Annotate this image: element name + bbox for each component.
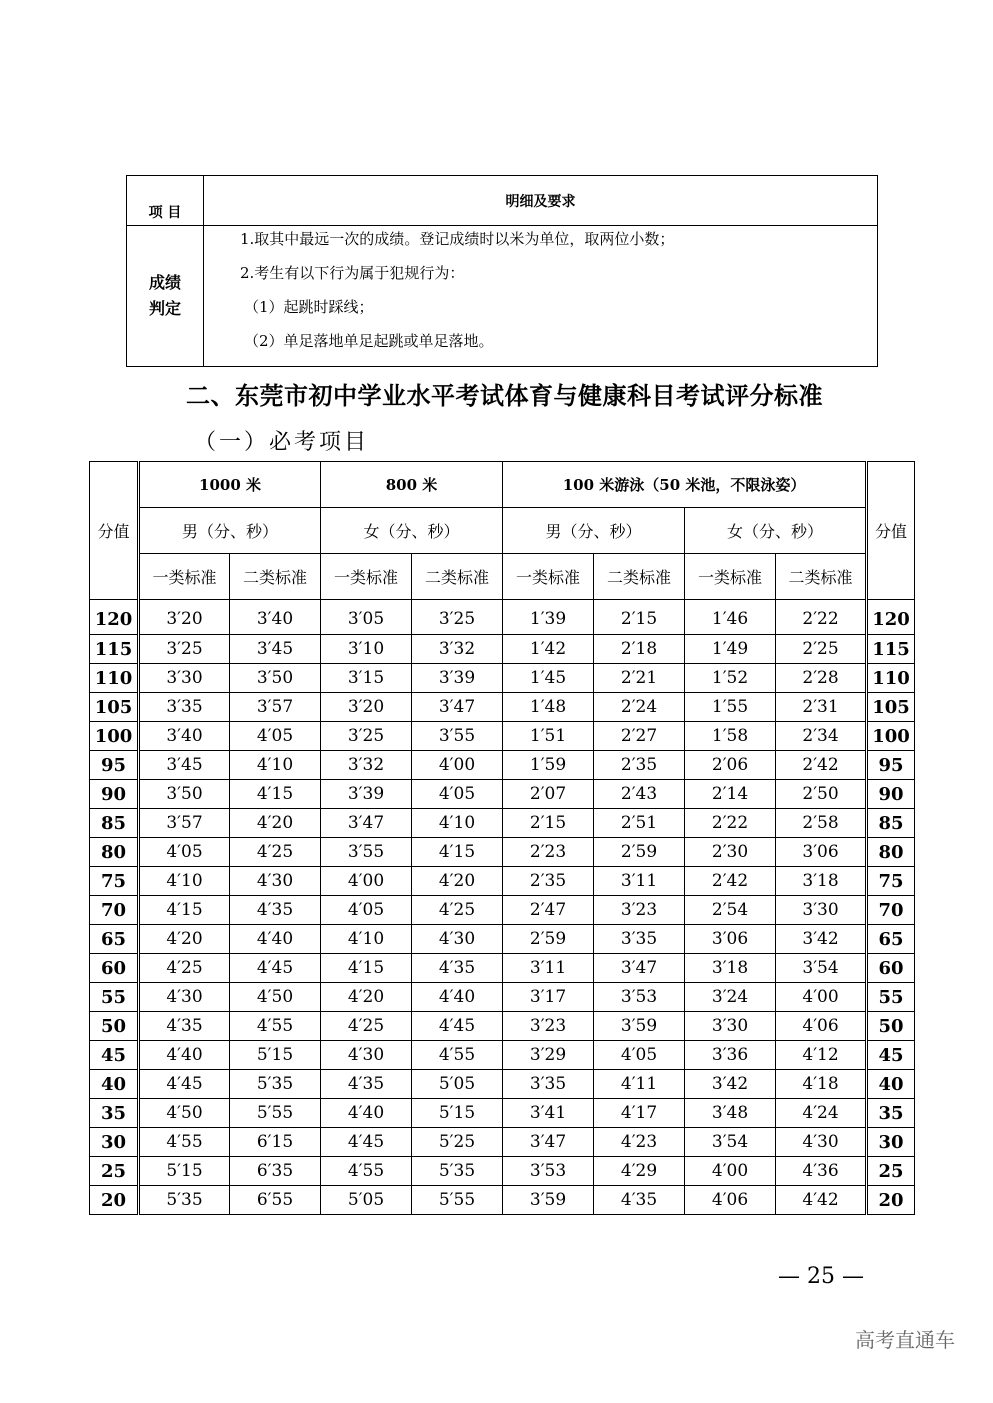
time-cell: 4′45 [412, 1012, 503, 1041]
time-cell: 4′30 [230, 867, 321, 896]
score-cell-left: 55 [90, 983, 139, 1012]
score-cell-left: 40 [90, 1070, 139, 1099]
table-row [90, 693, 915, 722]
time-cell: 2′54 [685, 896, 776, 925]
standard-1: 一类标准 [503, 554, 594, 600]
time-cell: 1′46 [685, 600, 776, 635]
time-cell: 4′20 [139, 925, 230, 954]
time-cell: 4′35 [230, 896, 321, 925]
time-cell: 4′30 [412, 925, 503, 954]
score-cell-right: 45 [867, 1041, 915, 1070]
time-cell: 4′06 [776, 1012, 867, 1041]
score-cell-right: 110 [867, 664, 915, 693]
time-cell: 3′20 [321, 693, 412, 722]
table-row [90, 780, 915, 809]
score-cell-right: 55 [867, 983, 915, 1012]
time-cell: 1′39 [503, 600, 594, 635]
time-cell: 3′50 [230, 664, 321, 693]
group-female-swim: 女（分、秒） [685, 508, 867, 554]
time-cell: 4′40 [230, 925, 321, 954]
section-title: 二、东莞市初中学业水平考试体育与健康科目考试评分标准 [186, 382, 823, 410]
time-cell: 4′23 [594, 1128, 685, 1157]
time-cell: 4′10 [139, 867, 230, 896]
time-cell: 4′06 [685, 1186, 776, 1215]
time-cell: 4′35 [139, 1012, 230, 1041]
time-cell: 2′07 [503, 780, 594, 809]
score-cell-right: 95 [867, 751, 915, 780]
time-cell: 3′24 [685, 983, 776, 1012]
time-cell: 3′25 [412, 600, 503, 635]
row-label-line-2: 判定 [148, 299, 181, 318]
time-cell: 4′15 [139, 896, 230, 925]
table-row [90, 983, 915, 1012]
time-cell: 2′14 [685, 780, 776, 809]
score-cell-right: 100 [867, 722, 915, 751]
time-cell: 2′23 [503, 838, 594, 867]
time-cell: 5′05 [412, 1070, 503, 1099]
time-cell: 3′55 [321, 838, 412, 867]
time-cell: 4′00 [412, 751, 503, 780]
score-cell-left: 110 [90, 664, 139, 693]
time-cell: 4′25 [412, 896, 503, 925]
time-cell: 4′12 [776, 1041, 867, 1070]
time-cell: 4′10 [230, 751, 321, 780]
table-row [90, 925, 915, 954]
table-row [90, 1041, 915, 1070]
time-cell: 3′20 [139, 600, 230, 635]
time-cell: 4′30 [776, 1128, 867, 1157]
time-cell: 2′22 [685, 809, 776, 838]
score-cell-right: 90 [867, 780, 915, 809]
time-cell: 4′29 [594, 1157, 685, 1186]
subsection-title: （一）必考项目 [194, 430, 370, 455]
time-cell: 2′21 [594, 664, 685, 693]
score-cell-right: 25 [867, 1157, 915, 1186]
time-cell: 3′50 [139, 780, 230, 809]
table-row [90, 838, 915, 867]
time-cell: 3′36 [685, 1041, 776, 1070]
time-cell: 2′34 [776, 722, 867, 751]
requirement-line-1: 1.取其中最远一次的成绩。登记成绩时以米为单位，取两位小数； [240, 230, 675, 248]
score-cell-left: 85 [90, 809, 139, 838]
time-cell: 5′35 [412, 1157, 503, 1186]
table-row [90, 867, 915, 896]
table-row [90, 1070, 915, 1099]
time-cell: 2′58 [776, 809, 867, 838]
event-100m-swim: 100 米游泳（50 米池，不限泳姿） [503, 462, 867, 508]
time-cell: 3′59 [503, 1186, 594, 1215]
time-cell: 2′51 [594, 809, 685, 838]
score-cell-right: 120 [867, 600, 915, 635]
time-cell: 5′05 [321, 1186, 412, 1215]
time-cell: 4′30 [321, 1041, 412, 1070]
time-cell: 1′49 [685, 635, 776, 664]
time-cell: 4′05 [412, 780, 503, 809]
score-cell-right: 70 [867, 896, 915, 925]
score-cell-right: 105 [867, 693, 915, 722]
time-cell: 4′15 [412, 838, 503, 867]
time-cell: 3′23 [503, 1012, 594, 1041]
time-cell: 5′35 [230, 1070, 321, 1099]
time-cell: 4′11 [594, 1070, 685, 1099]
time-cell: 2′47 [503, 896, 594, 925]
score-header-left: 分值 [90, 462, 139, 600]
time-cell: 2′22 [776, 600, 867, 635]
time-cell: 4′50 [230, 983, 321, 1012]
score-cell-left: 75 [90, 867, 139, 896]
standard-2: 二类标准 [230, 554, 321, 600]
time-cell: 3′29 [503, 1041, 594, 1070]
group-male-swim: 男（分、秒） [503, 508, 685, 554]
time-cell: 4′17 [594, 1099, 685, 1128]
table-row [90, 896, 915, 925]
requirements-body-row [127, 226, 878, 367]
time-cell: 3′35 [139, 693, 230, 722]
time-cell: 3′48 [685, 1099, 776, 1128]
time-cell: 3′54 [776, 954, 867, 983]
time-cell: 4′50 [139, 1099, 230, 1128]
time-cell: 3′47 [321, 809, 412, 838]
requirement-line-2: 2.考生有以下行为属于犯规行为： [240, 264, 465, 282]
time-cell: 3′39 [412, 664, 503, 693]
time-cell: 4′36 [776, 1157, 867, 1186]
time-cell: 4′20 [412, 867, 503, 896]
time-cell: 3′53 [594, 983, 685, 1012]
time-cell: 5′55 [412, 1186, 503, 1215]
time-cell: 3′18 [776, 867, 867, 896]
requirement-line-4: （2）单足落地单足起跳或单足落地。 [244, 332, 494, 350]
time-cell: 1′51 [503, 722, 594, 751]
score-cell-right: 80 [867, 838, 915, 867]
time-cell: 2′35 [503, 867, 594, 896]
time-cell: 6′55 [230, 1186, 321, 1215]
time-cell: 3′35 [594, 925, 685, 954]
time-cell: 3′47 [594, 954, 685, 983]
event-800m: 800 米 [321, 462, 503, 508]
table-row [90, 635, 915, 664]
score-cell-left: 80 [90, 838, 139, 867]
time-cell: 2′24 [594, 693, 685, 722]
time-cell: 2′42 [776, 751, 867, 780]
header-item: 项 目 [127, 176, 204, 226]
header-row-events [90, 462, 915, 508]
time-cell: 2′31 [776, 693, 867, 722]
time-cell: 4′55 [230, 1012, 321, 1041]
time-cell: 3′59 [594, 1012, 685, 1041]
time-cell: 3′42 [776, 925, 867, 954]
table-row [90, 664, 915, 693]
header-detail: 明细及要求 [204, 176, 878, 226]
time-cell: 6′15 [230, 1128, 321, 1157]
requirements-header-row [127, 176, 878, 226]
time-cell: 3′35 [503, 1070, 594, 1099]
standard-2: 二类标准 [594, 554, 685, 600]
time-cell: 4′42 [776, 1186, 867, 1215]
time-cell: 4′55 [412, 1041, 503, 1070]
time-cell: 4′05 [139, 838, 230, 867]
time-cell: 3′30 [776, 896, 867, 925]
event-1000m: 1000 米 [139, 462, 321, 508]
score-cell-right: 35 [867, 1099, 915, 1128]
time-cell: 4′00 [776, 983, 867, 1012]
row-label-line-1: 成绩 [148, 273, 181, 292]
time-cell: 3′57 [139, 809, 230, 838]
time-cell: 4′40 [321, 1099, 412, 1128]
time-cell: 3′32 [412, 635, 503, 664]
time-cell: 4′35 [321, 1070, 412, 1099]
score-cell-left: 120 [90, 600, 139, 635]
time-cell: 3′40 [230, 600, 321, 635]
time-cell: 2′35 [594, 751, 685, 780]
score-cell-right: 85 [867, 809, 915, 838]
time-cell: 2′59 [594, 838, 685, 867]
time-cell: 2′59 [503, 925, 594, 954]
time-cell: 4′45 [321, 1128, 412, 1157]
time-cell: 2′27 [594, 722, 685, 751]
time-cell: 4′40 [139, 1041, 230, 1070]
time-cell: 1′42 [503, 635, 594, 664]
table-row [90, 1186, 915, 1215]
score-cell-left: 115 [90, 635, 139, 664]
time-cell: 4′00 [321, 867, 412, 896]
time-cell: 3′06 [776, 838, 867, 867]
time-cell: 3′15 [321, 664, 412, 693]
time-cell: 4′15 [230, 780, 321, 809]
time-cell: 4′25 [230, 838, 321, 867]
standard-1: 一类标准 [685, 554, 776, 600]
table-row [90, 809, 915, 838]
time-cell: 2′42 [685, 867, 776, 896]
time-cell: 4′55 [139, 1128, 230, 1157]
time-cell: 2′43 [594, 780, 685, 809]
time-cell: 3′05 [321, 600, 412, 635]
time-cell: 4′25 [139, 954, 230, 983]
time-cell: 4′05 [594, 1041, 685, 1070]
time-cell: 4′10 [412, 809, 503, 838]
time-cell: 3′47 [412, 693, 503, 722]
score-cell-right: 20 [867, 1186, 915, 1215]
table-row [90, 1157, 915, 1186]
score-cell-right: 115 [867, 635, 915, 664]
requirement-line-3: （1）起跳时踩线； [244, 298, 374, 316]
time-cell: 3′18 [685, 954, 776, 983]
time-cell: 3′23 [594, 896, 685, 925]
table-row [90, 1012, 915, 1041]
time-cell: 3′54 [685, 1128, 776, 1157]
time-cell: 4′20 [230, 809, 321, 838]
table-row [90, 722, 915, 751]
standard-1: 一类标准 [139, 554, 230, 600]
time-cell: 4′35 [594, 1186, 685, 1215]
time-cell: 4′00 [685, 1157, 776, 1186]
time-cell: 1′52 [685, 664, 776, 693]
time-cell: 4′05 [230, 722, 321, 751]
time-cell: 4′15 [321, 954, 412, 983]
table-row [90, 600, 915, 635]
page-number: — 25 — [778, 1264, 864, 1289]
time-cell: 2′28 [776, 664, 867, 693]
score-cell-left: 105 [90, 693, 139, 722]
score-table [89, 461, 915, 1215]
requirement-details [204, 226, 878, 367]
time-cell: 2′15 [594, 600, 685, 635]
time-cell: 3′42 [685, 1070, 776, 1099]
score-cell-left: 90 [90, 780, 139, 809]
requirements-table [126, 175, 878, 367]
time-cell: 3′39 [321, 780, 412, 809]
score-cell-right: 50 [867, 1012, 915, 1041]
time-cell: 2′50 [776, 780, 867, 809]
score-cell-right: 60 [867, 954, 915, 983]
time-cell: 5′55 [230, 1099, 321, 1128]
time-cell: 3′11 [594, 867, 685, 896]
time-cell: 5′15 [230, 1041, 321, 1070]
time-cell: 5′35 [139, 1186, 230, 1215]
table-row [90, 954, 915, 983]
time-cell: 4′55 [321, 1157, 412, 1186]
score-cell-right: 65 [867, 925, 915, 954]
time-cell: 3′17 [503, 983, 594, 1012]
time-cell: 4′35 [412, 954, 503, 983]
time-cell: 3′57 [230, 693, 321, 722]
time-cell: 4′45 [139, 1070, 230, 1099]
time-cell: 1′59 [503, 751, 594, 780]
score-cell-left: 20 [90, 1186, 139, 1215]
time-cell: 3′06 [685, 925, 776, 954]
score-cell-right: 40 [867, 1070, 915, 1099]
score-header-right: 分值 [867, 462, 915, 600]
time-cell: 4′18 [776, 1070, 867, 1099]
time-cell: 5′15 [412, 1099, 503, 1128]
time-cell: 4′45 [230, 954, 321, 983]
time-cell: 2′15 [503, 809, 594, 838]
time-cell: 3′47 [503, 1128, 594, 1157]
time-cell: 4′05 [321, 896, 412, 925]
time-cell: 3′25 [139, 635, 230, 664]
time-cell: 3′45 [230, 635, 321, 664]
time-cell: 2′18 [594, 635, 685, 664]
time-cell: 2′25 [776, 635, 867, 664]
time-cell: 3′30 [685, 1012, 776, 1041]
standard-2: 二类标准 [412, 554, 503, 600]
time-cell: 3′11 [503, 954, 594, 983]
score-cell-left: 95 [90, 751, 139, 780]
time-cell: 4′25 [321, 1012, 412, 1041]
watermark: 高考直通车 [855, 1328, 955, 1352]
time-cell: 4′10 [321, 925, 412, 954]
time-cell: 5′25 [412, 1128, 503, 1157]
score-cell-left: 70 [90, 896, 139, 925]
score-cell-left: 30 [90, 1128, 139, 1157]
time-cell: 3′53 [503, 1157, 594, 1186]
score-cell-left: 45 [90, 1041, 139, 1070]
score-cell-right: 75 [867, 867, 915, 896]
time-cell: 6′35 [230, 1157, 321, 1186]
header-row-groups [90, 508, 915, 554]
header-row-standards [90, 554, 915, 600]
time-cell: 1′48 [503, 693, 594, 722]
table-row [90, 1128, 915, 1157]
score-cell-left: 50 [90, 1012, 139, 1041]
time-cell: 4′20 [321, 983, 412, 1012]
time-cell: 4′30 [139, 983, 230, 1012]
table-row [90, 751, 915, 780]
time-cell: 4′40 [412, 983, 503, 1012]
table-row [90, 1099, 915, 1128]
time-cell: 3′32 [321, 751, 412, 780]
time-cell: 3′40 [139, 722, 230, 751]
time-cell: 3′10 [321, 635, 412, 664]
group-male-run: 男（分、秒） [139, 508, 321, 554]
time-cell: 3′25 [321, 722, 412, 751]
time-cell: 1′58 [685, 722, 776, 751]
score-cell-left: 65 [90, 925, 139, 954]
row-label-score-judgment [127, 226, 204, 367]
standard-2: 二类标准 [776, 554, 867, 600]
time-cell: 2′30 [685, 838, 776, 867]
time-cell: 2′06 [685, 751, 776, 780]
time-cell: 3′55 [412, 722, 503, 751]
score-cell-left: 100 [90, 722, 139, 751]
group-female-run: 女（分、秒） [321, 508, 503, 554]
time-cell: 1′55 [685, 693, 776, 722]
score-cell-right: 30 [867, 1128, 915, 1157]
time-cell: 3′45 [139, 751, 230, 780]
time-cell: 4′24 [776, 1099, 867, 1128]
score-cell-left: 60 [90, 954, 139, 983]
time-cell: 3′41 [503, 1099, 594, 1128]
score-cell-left: 25 [90, 1157, 139, 1186]
score-cell-left: 35 [90, 1099, 139, 1128]
time-cell: 5′15 [139, 1157, 230, 1186]
time-cell: 3′30 [139, 664, 230, 693]
time-cell: 1′45 [503, 664, 594, 693]
standard-1: 一类标准 [321, 554, 412, 600]
